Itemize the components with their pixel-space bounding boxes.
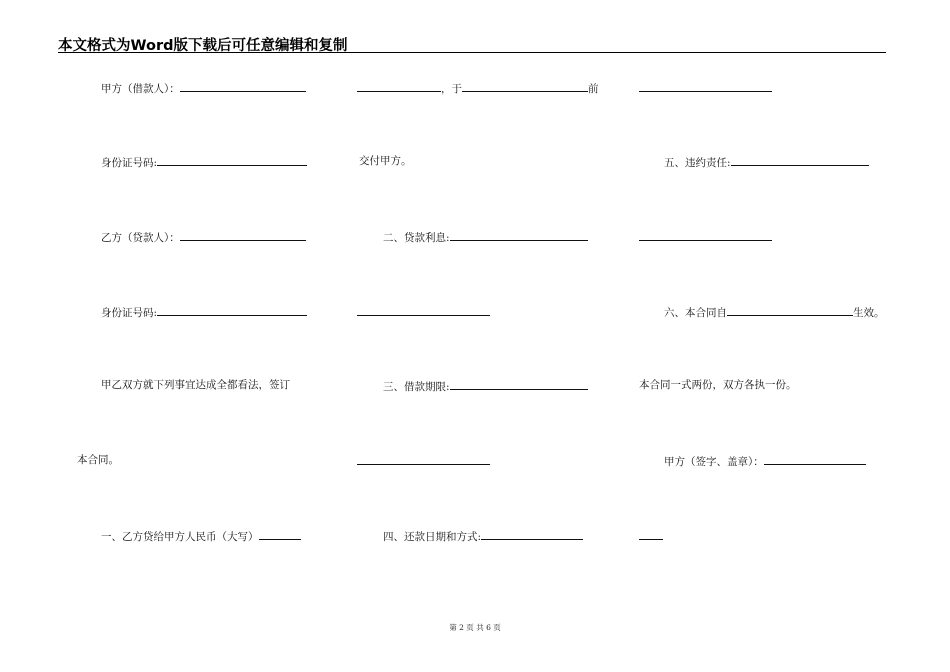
interest-label: 二、贷款利息: xyxy=(383,232,450,244)
col3-line3 xyxy=(639,229,772,245)
sign-line xyxy=(664,453,866,469)
header-divider xyxy=(58,52,886,53)
repay-label: 四、还款日期和方式: xyxy=(383,531,482,543)
repay-line xyxy=(383,528,583,544)
item1-blank[interactable] xyxy=(259,528,301,540)
sign-label: 甲方（签字、盖章）： xyxy=(664,456,764,468)
col3-line1 xyxy=(639,80,772,96)
party-a-line xyxy=(101,80,306,96)
party-b-id-blank[interactable] xyxy=(157,304,307,316)
document-header-title: 本文格式为Word版下载后可任意编辑和复制 xyxy=(58,38,348,54)
col3-blank7[interactable] xyxy=(639,528,663,540)
party-b-id-line xyxy=(101,304,307,320)
on-text: ，于 xyxy=(441,83,462,95)
sign-blank[interactable] xyxy=(764,453,866,465)
term-cont-line xyxy=(357,453,490,469)
party-a-id-blank[interactable] xyxy=(157,154,307,166)
effective-line xyxy=(664,304,885,320)
repay-blank[interactable] xyxy=(481,528,583,540)
term-cont-blank[interactable] xyxy=(357,453,490,465)
effective-label: 六、本合同自 xyxy=(664,307,727,319)
contract-text: 本合同。 xyxy=(77,454,119,466)
party-b-id-label: 身份证号码: xyxy=(101,307,158,319)
amount-blank[interactable] xyxy=(357,80,441,92)
term-label: 三、借款期限: xyxy=(383,381,450,393)
amount-line xyxy=(357,80,599,96)
interest-blank[interactable] xyxy=(450,229,588,241)
interest-cont-blank[interactable] xyxy=(357,304,490,316)
interest-cont-line xyxy=(357,304,490,320)
party-b-label: 乙方（贷款人）： xyxy=(101,232,180,244)
breach-line xyxy=(664,154,869,170)
breach-blank[interactable] xyxy=(731,154,869,166)
party-b-blank[interactable] xyxy=(180,229,306,241)
breach-label: 五、违约责任: xyxy=(664,157,731,169)
interest-line xyxy=(383,229,588,245)
item1-line xyxy=(101,528,301,544)
before-text: 前 xyxy=(588,83,599,95)
party-a-blank[interactable] xyxy=(180,80,306,92)
col3-line7 xyxy=(639,528,663,544)
copies-text: 本合同一式两份，双方各执一份。 xyxy=(639,379,797,391)
party-a-id-line xyxy=(101,154,307,170)
item1-label: 一、乙方贷给甲方人民币（大写） xyxy=(101,531,259,543)
term-line xyxy=(383,378,588,394)
term-blank[interactable] xyxy=(450,378,588,390)
party-a-label: 甲方（借款人）： xyxy=(101,83,180,95)
party-a-id-label: 身份证号码: xyxy=(101,157,158,169)
deliver-text: 交付甲方。 xyxy=(359,155,412,167)
col3-blank1[interactable] xyxy=(639,80,772,92)
page-number: 第 2 页 共 6 页 xyxy=(449,623,501,632)
effective-text: 生效。 xyxy=(853,307,885,319)
effective-blank[interactable] xyxy=(727,304,853,316)
date-blank[interactable] xyxy=(462,80,588,92)
col3-blank3[interactable] xyxy=(639,229,772,241)
party-b-line xyxy=(101,229,306,245)
agreement-text: 甲乙双方就下列事宜达成全都看法，签订 xyxy=(101,379,290,391)
